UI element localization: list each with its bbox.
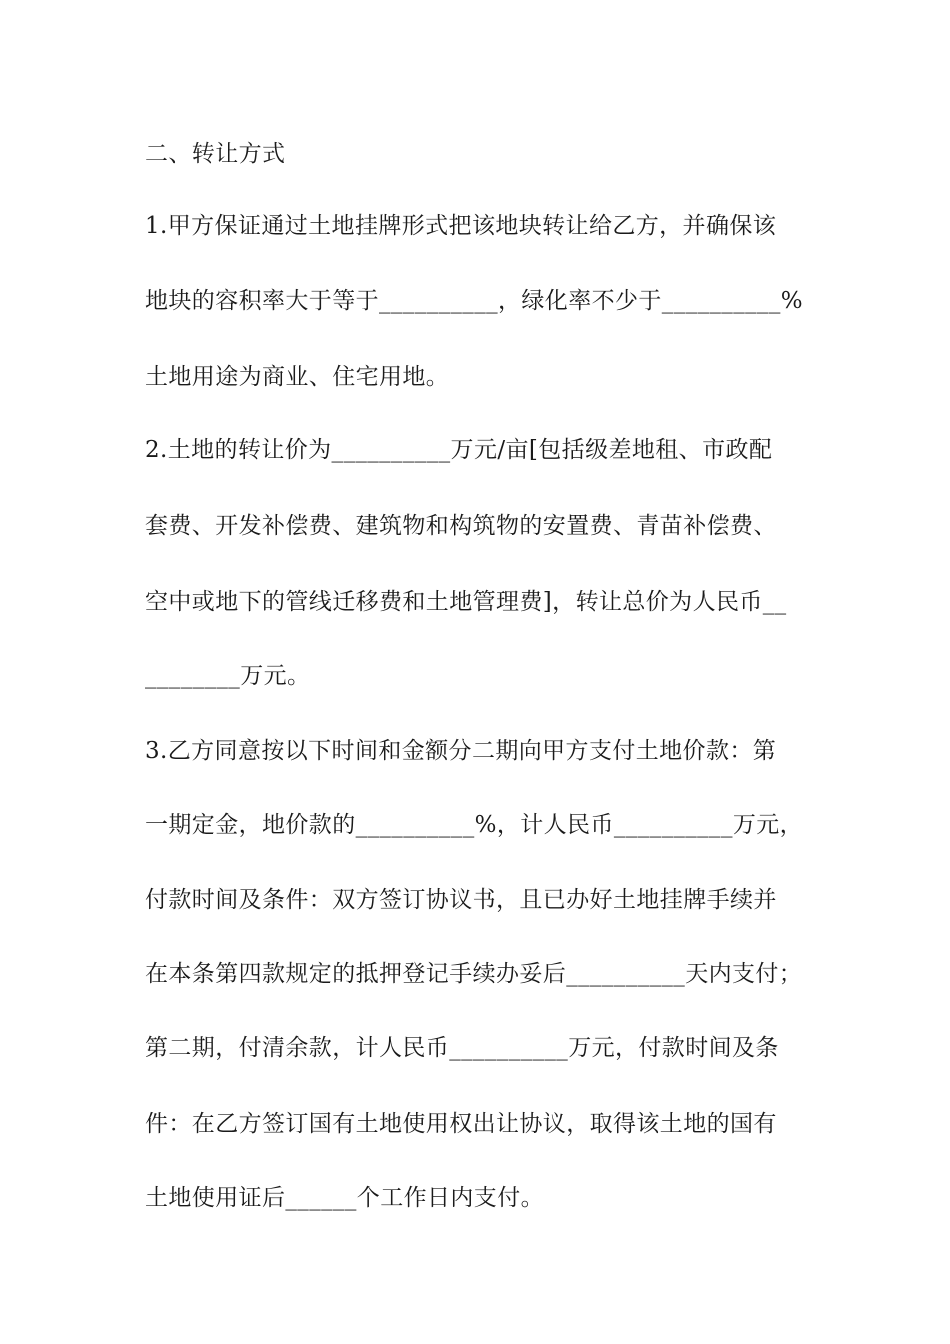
text-line: 1.甲方保证通过土地挂牌形式把该地块转让给乙方，并确保该 xyxy=(145,213,777,239)
text-line: 地块的容积率大于等于__________，绿化率不少于__________% xyxy=(145,288,804,314)
text-line: 在本条第四款规定的抵押登记手续办妥后__________天内支付； xyxy=(145,961,803,987)
text-line: 3.乙方同意按以下时间和金额分二期向甲方支付土地价款：第 xyxy=(145,738,777,764)
text-line: 一期定金，地价款的__________%，计人民币__________万元， xyxy=(145,812,804,838)
text-line: 2.土地的转让价为__________万元/亩[包括级差地租、市政配 xyxy=(145,437,773,463)
text-line: 第二期，付清余款，计人民币__________万元，付款时间及条 xyxy=(145,1035,779,1061)
text-line: 件：在乙方签订国有土地使用权出让协议，取得该土地的国有 xyxy=(145,1111,777,1137)
text-line: 土地使用证后______个工作日内支付。 xyxy=(145,1185,544,1211)
text-line: 付款时间及条件：双方签订协议书，且已办好土地挂牌手续并 xyxy=(145,887,777,913)
section-heading: 二、转让方式 xyxy=(145,141,286,167)
text-line: 空中或地下的管线迁移费和土地管理费]，转让总价为人民币__ xyxy=(145,589,787,615)
text-line: ________万元。 xyxy=(145,663,311,689)
text-line: 套费、开发补偿费、建筑物和构筑物的安置费、青苗补偿费、 xyxy=(145,513,777,539)
text-line: 土地用途为商业、住宅用地。 xyxy=(145,364,450,390)
